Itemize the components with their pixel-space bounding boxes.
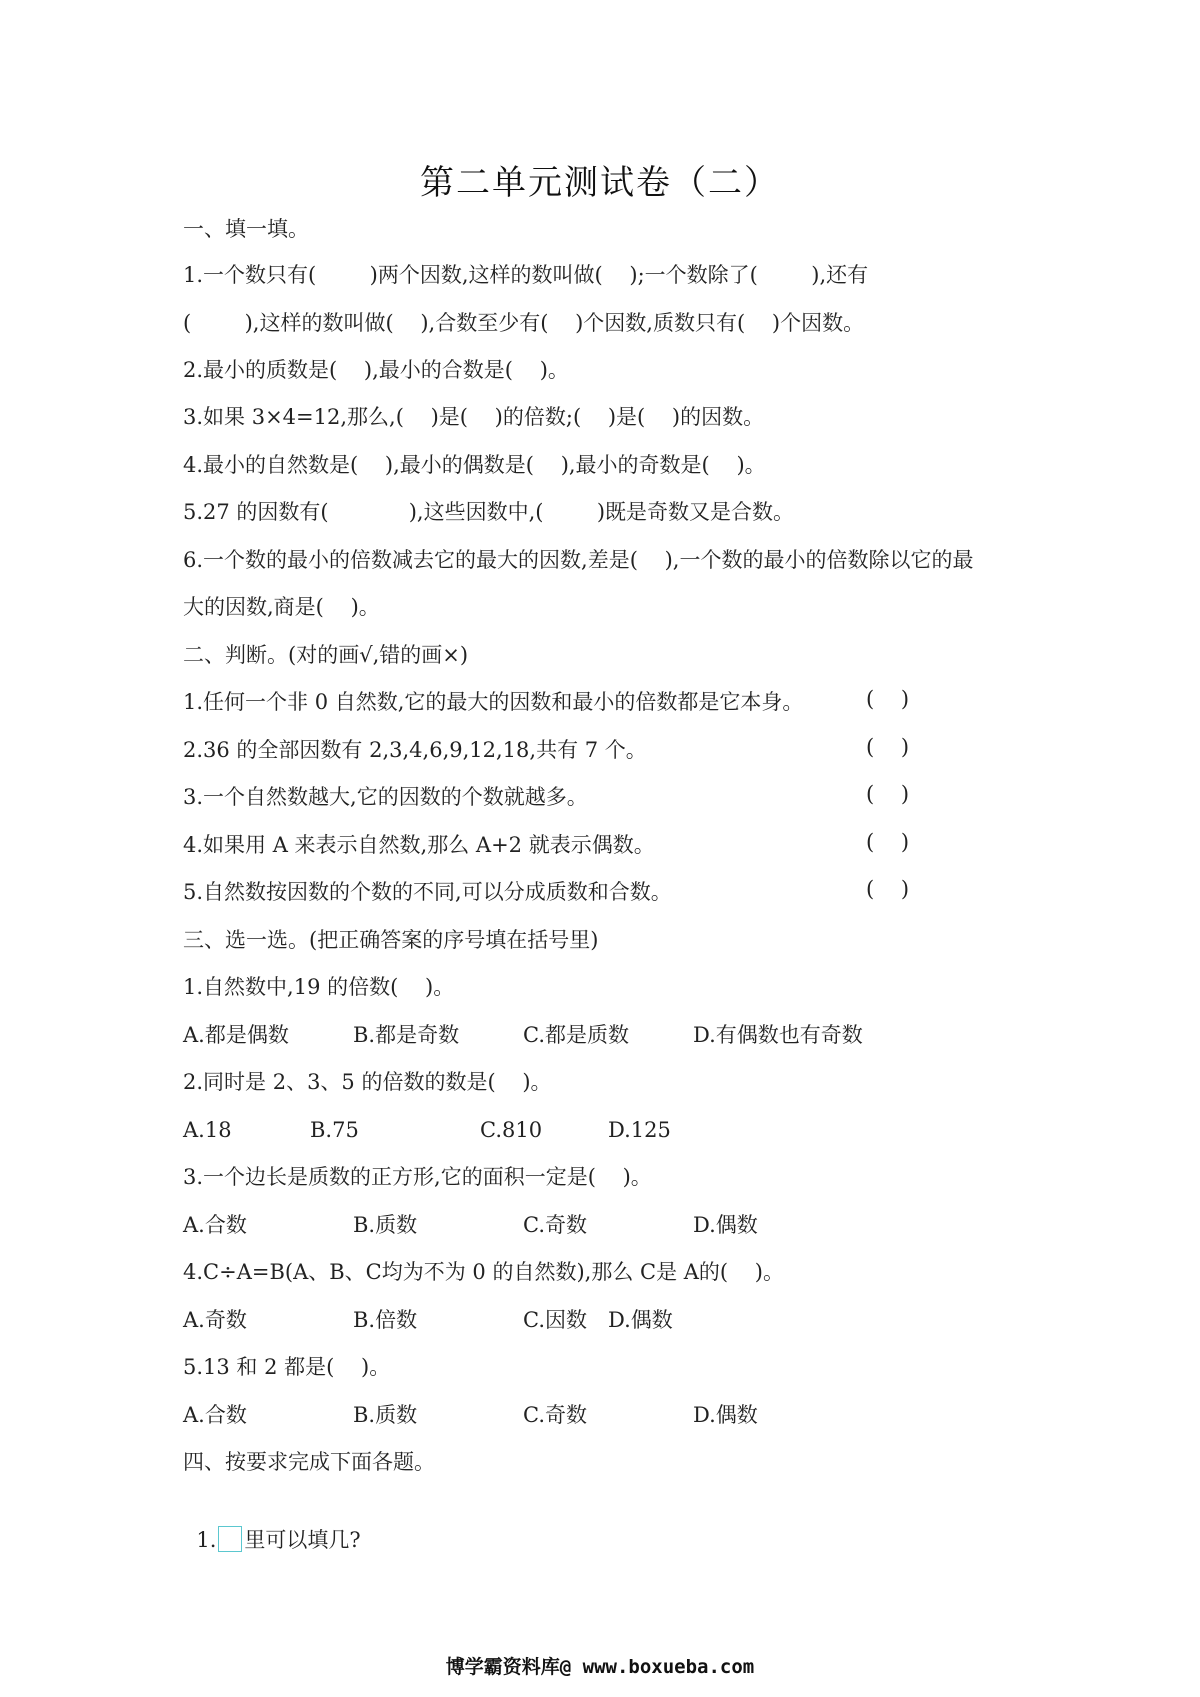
choice-option[interactable]: C.810 bbox=[480, 1118, 543, 1142]
task-line bbox=[183, 1495, 361, 1555]
choice-option[interactable]: C.奇数 bbox=[523, 1403, 587, 1427]
question-line: 2.最小的质数是( ),最小的合数是( )。 bbox=[183, 358, 569, 382]
question-line: 1.一个数只有( )两个因数,这样的数叫做( );一个数除了( ),还有 bbox=[183, 263, 869, 287]
choice-option[interactable]: C.因数 bbox=[523, 1308, 587, 1332]
judge-item: 5.自然数按因数的个数的不同,可以分成质数和合数。 bbox=[183, 880, 672, 904]
judge-item: 4.如果用 A 来表示自然数,那么 A+2 就表示偶数。 bbox=[183, 833, 655, 857]
answer-paren[interactable]: ( ) bbox=[866, 735, 910, 759]
choice-option[interactable]: B.倍数 bbox=[353, 1308, 418, 1332]
choice-question: 1.自然数中,19 的倍数( )。 bbox=[183, 975, 455, 999]
choice-option[interactable]: A.合数 bbox=[183, 1213, 247, 1237]
task-number: 1. bbox=[196, 1528, 217, 1552]
choice-option[interactable]: C.都是质数 bbox=[523, 1023, 629, 1047]
section-heading: 三、选一选。(把正确答案的序号填在括号里) bbox=[183, 928, 599, 952]
question-line: 大的因数,商是( )。 bbox=[183, 595, 380, 619]
choice-option[interactable]: B.质数 bbox=[353, 1213, 418, 1237]
choice-option[interactable]: D.偶数 bbox=[608, 1308, 673, 1332]
judge-item: 2.36 的全部因数有 2,3,4,6,9,12,18,共有 7 个。 bbox=[183, 738, 647, 762]
choice-option[interactable]: B.75 bbox=[310, 1118, 359, 1142]
choice-question: 4.C÷A=B(A、B、C均为不为 0 的自然数),那么 C是 A的( )。 bbox=[183, 1260, 785, 1284]
choice-question: 5.13 和 2 都是( )。 bbox=[183, 1355, 391, 1379]
choice-option[interactable]: D.有偶数也有奇数 bbox=[693, 1023, 863, 1047]
choice-option[interactable]: C.奇数 bbox=[523, 1213, 587, 1237]
answer-paren[interactable]: ( ) bbox=[866, 830, 910, 854]
choice-option[interactable]: A.18 bbox=[183, 1118, 232, 1142]
question-line: 3.如果 3×4=12,那么,( )是( )的倍数;( )是( )的因数。 bbox=[183, 405, 765, 429]
question-line: ( ),这样的数叫做( ),合数至少有( )个因数,质数只有( )个因数。 bbox=[183, 311, 865, 335]
choice-option[interactable]: D.125 bbox=[608, 1118, 671, 1142]
choice-option[interactable]: A.奇数 bbox=[183, 1308, 247, 1332]
choice-option[interactable]: D.偶数 bbox=[693, 1403, 758, 1427]
choice-option[interactable]: A.都是偶数 bbox=[183, 1023, 289, 1047]
answer-paren[interactable]: ( ) bbox=[866, 782, 910, 806]
choice-option[interactable]: B.质数 bbox=[353, 1403, 418, 1427]
answer-box[interactable] bbox=[218, 1526, 242, 1552]
section-heading: 一、填一填。 bbox=[183, 217, 309, 241]
choice-option[interactable]: B.都是奇数 bbox=[353, 1023, 460, 1047]
task-text: 里可以填几? bbox=[244, 1528, 361, 1552]
section-heading: 四、按要求完成下面各题。 bbox=[183, 1450, 435, 1474]
page-title: 第二单元测试卷（二） bbox=[420, 163, 780, 203]
question-line: 5.27 的因数有( ),这些因数中,( )既是奇数又是合数。 bbox=[183, 500, 795, 524]
question-line: 4.最小的自然数是( ),最小的偶数是( ),最小的奇数是( )。 bbox=[183, 453, 766, 477]
choice-option[interactable]: D.偶数 bbox=[693, 1213, 758, 1237]
section-heading: 二、判断。(对的画√,错的画×) bbox=[183, 643, 469, 667]
judge-item: 3.一个自然数越大,它的因数的个数就越多。 bbox=[183, 785, 588, 809]
choice-option[interactable]: A.合数 bbox=[183, 1403, 247, 1427]
answer-paren[interactable]: ( ) bbox=[866, 877, 910, 901]
question-line: 6.一个数的最小的倍数减去它的最大的因数,差是( ),一个数的最小的倍数除以它的最 bbox=[183, 548, 974, 572]
choice-question: 2.同时是 2、3、5 的倍数的数是( )。 bbox=[183, 1070, 552, 1094]
answer-paren[interactable]: ( ) bbox=[866, 687, 910, 711]
footer-watermark: 博学霸资料库@ www.boxueba.com bbox=[445, 1656, 755, 1678]
judge-item: 1.任何一个非 0 自然数,它的最大的因数和最小的倍数都是它本身。 bbox=[183, 690, 804, 714]
choice-question: 3.一个边长是质数的正方形,它的面积一定是( )。 bbox=[183, 1165, 652, 1189]
